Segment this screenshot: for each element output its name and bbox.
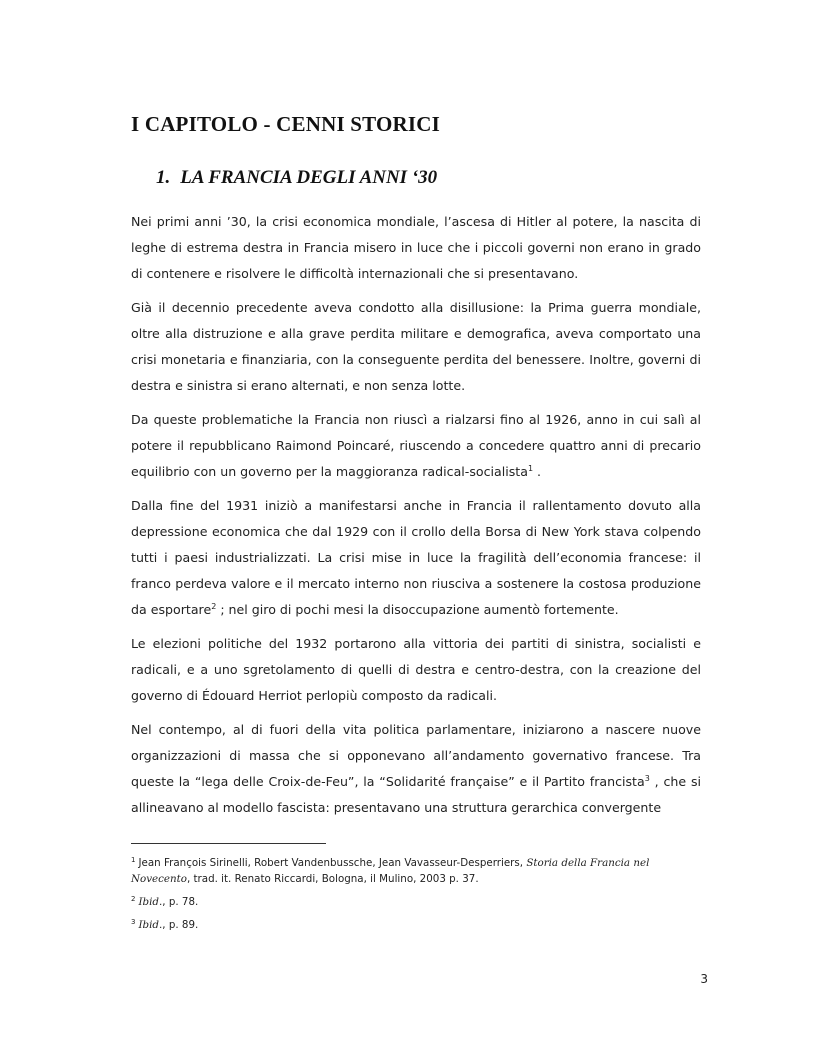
footnote-number: 3 — [131, 917, 136, 926]
footnote-separator — [131, 843, 326, 844]
paragraph — [131, 493, 701, 623]
section-heading — [156, 167, 696, 189]
section-title: LA FRANCIA DEGLI ANNI ‘30 — [180, 167, 438, 188]
footnote-text-continued: , trad. it. Renato Riccardi, Bologna, il Mulino, 2003 p. 37. — [186, 873, 479, 885]
paragraph — [131, 717, 701, 821]
paragraph-text: Nei primi anni ’30, la crisi economica mondiale, l’ascesa di Hitler al potere, la nascita di leghe di estrema destra in Francia misero in luce che i piccoli governi non erano in grado di contenere e risolvere le difficoltà internazionali che si presentavano. — [131, 214, 701, 281]
footnote-title: Storia della Francia nel Novecento — [131, 857, 650, 885]
paragraph — [131, 209, 701, 287]
footnote-number: 1 — [131, 855, 136, 864]
paragraph-text: Da queste problematiche la Francia non riuscì a rialzarsi fino al 1926, anno in cui salì al potere il repubblicano Raimond Poincaré, riuscendo a concedere quattro anni di precario equilibrio con un governo per la maggioranza radical-socialista — [131, 412, 701, 479]
chapter-title: I CAPITOLO - CENNI STORICI — [131, 112, 440, 136]
footnote-text-continued: , p. 89. — [162, 919, 199, 931]
section-number: 1. — [156, 167, 171, 188]
footnotes — [131, 855, 701, 940]
paragraph-text: Già il decennio precedente aveva condotto alla disillusione: la Prima guerra mondiale, oltre alla distruzione e alla grave perdita militare e demografica, aveva comportato una crisi monetaria e finanziaria, con la conseguente perdita del benessere. Inoltre, governi di destra e sinistra si erano alternati, e non senza lotte. — [131, 300, 701, 393]
footnote-number: 2 — [131, 894, 136, 903]
paragraph — [131, 631, 701, 709]
footnote — [131, 894, 701, 910]
paragraph-text-continued: ; nel giro di pochi mesi la disoccupazione aumentò fortemente. — [216, 602, 619, 617]
footnote-reference[interactable]: 2 — [211, 601, 217, 611]
page-number: 3 — [700, 972, 708, 986]
footnote-reference[interactable]: 3 — [644, 773, 650, 783]
paragraph — [131, 295, 701, 399]
paragraph-text: Nel contempo, al di fuori della vita politica parlamentare, iniziarono a nascere nuove organizzazioni di massa che si opponevano all’andamento governativo francese. Tra queste la “lega delle Croix-de-Feu”, la “Solidarité française” e il Partito francista — [131, 722, 701, 789]
footnote-text: Jean François Sirinelli, Robert Vandenbussche, Jean Vavasseur-Desperriers, — [138, 857, 527, 869]
body-text — [131, 209, 701, 829]
footnote — [131, 917, 701, 933]
footnote — [131, 855, 701, 887]
footnote-text-continued: , p. 78. — [162, 896, 199, 908]
footnote-title: Ibid. — [138, 919, 163, 931]
paragraph-text-continued: . — [533, 464, 542, 479]
paragraph-text: Le elezioni politiche del 1932 portarono alla vittoria dei partiti di sinistra, socialisti e radicali, e a uno sgretolamento di quelli di destra e centro-destra, con la creazione del governo di Édouard Herriot perlopiù composto da radicali. — [131, 636, 701, 703]
paragraph-text-continued: , che si allineavano al modello fascista: presentavano una struttura gerarchica convergente — [131, 774, 702, 815]
paragraph-text: Dalla fine del 1931 iniziò a manifestarsi anche in Francia il rallentamento dovuto alla depressione economica che dal 1929 con il crollo della Borsa di New York stava colpendo tutti i paesi industrializzati. La crisi mise in luce la fragilità dell’economia francese: il franco perdeva valore e il mercato interno non riusciva a sostenere la costosa produzione da esportare — [131, 498, 701, 617]
footnote-reference[interactable]: 1 — [527, 463, 534, 473]
paragraph — [131, 407, 701, 485]
footnote-title: Ibid. — [138, 896, 163, 908]
